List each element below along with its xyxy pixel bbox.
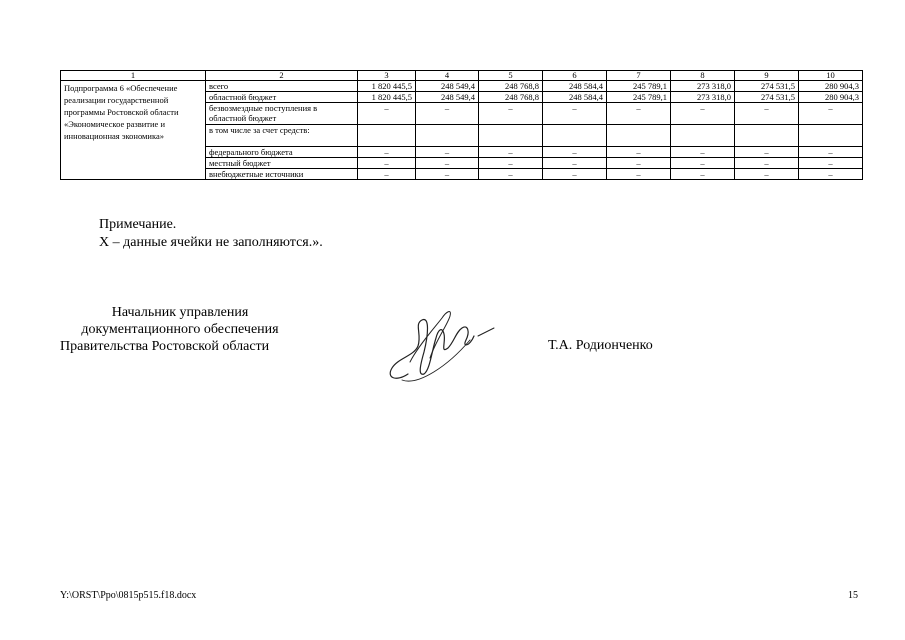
table-cell: 273 318,0 — [671, 81, 735, 92]
signatory-title-line: Правительства Ростовской области — [60, 339, 270, 354]
table-cell: – — [416, 103, 479, 125]
table-cell: – — [799, 169, 863, 180]
table-cell — [735, 125, 799, 147]
table-row — [61, 81, 863, 92]
table-cell — [543, 125, 607, 147]
table-cell: – — [358, 169, 416, 180]
table-cell: – — [479, 169, 543, 180]
row-label: внебюджетные источники — [206, 169, 358, 180]
table-cell: 274 531,5 — [735, 81, 799, 92]
table-cell: – — [799, 158, 863, 169]
table-cell: – — [799, 103, 863, 125]
table-cell: 248 549,4 — [416, 92, 479, 103]
table-cell — [799, 125, 863, 147]
table-cell — [416, 125, 479, 147]
table-cell: 248 584,4 — [543, 81, 607, 92]
table-cell — [607, 125, 671, 147]
table-cell: – — [479, 103, 543, 125]
column-header: 4 — [416, 71, 479, 81]
signatory-title-line: документационного обеспечения — [81, 322, 279, 337]
table-cell: – — [543, 158, 607, 169]
table-cell — [479, 125, 543, 147]
column-header: 3 — [358, 71, 416, 81]
table-cell: – — [799, 147, 863, 158]
column-header: 10 — [799, 71, 863, 81]
table-header-row — [61, 71, 863, 81]
signatory-title-line: Начальник управления — [111, 305, 249, 320]
table-cell: 248 768,8 — [479, 92, 543, 103]
table-cell: – — [607, 169, 671, 180]
table-cell: – — [735, 147, 799, 158]
column-header: 6 — [543, 71, 607, 81]
footer-file-path: Y:\ORST\Ppo\0815p515.f18.docx — [60, 590, 197, 601]
row-label: безвозмездные поступления в областной бюджет — [206, 103, 358, 125]
program-name-cell: Подпрограмма 6 «Обеспечение реализации государственной программы Ростовской области «Экономическое развитие и инновационная экономика» — [61, 81, 206, 180]
table-cell — [358, 125, 416, 147]
table-cell: 245 789,1 — [607, 92, 671, 103]
table-cell: – — [416, 147, 479, 158]
table-cell: – — [671, 158, 735, 169]
column-header: 5 — [479, 71, 543, 81]
table-cell: 248 549,4 — [416, 81, 479, 92]
table-cell: – — [543, 103, 607, 125]
table-cell: – — [479, 147, 543, 158]
signer-name: Т.А. Родионченко — [548, 338, 653, 353]
table-cell: – — [358, 158, 416, 169]
table-cell: – — [607, 147, 671, 158]
table-cell: 1 820 445,5 — [358, 92, 416, 103]
row-label: областной бюджет — [206, 92, 358, 103]
table-cell: – — [543, 147, 607, 158]
table-cell: 273 318,0 — [671, 92, 735, 103]
table-cell: – — [543, 169, 607, 180]
table-cell: – — [671, 103, 735, 125]
row-label: местный бюджет — [206, 158, 358, 169]
table-cell: – — [416, 169, 479, 180]
table-cell — [671, 125, 735, 147]
table-cell: – — [735, 103, 799, 125]
page-number: 15 — [848, 590, 858, 601]
table-cell: – — [671, 147, 735, 158]
column-header: 8 — [671, 71, 735, 81]
column-header: 9 — [735, 71, 799, 81]
table-cell: – — [607, 103, 671, 125]
column-header: 1 — [61, 71, 206, 81]
table-cell: 280 904,3 — [799, 92, 863, 103]
signatory-title — [60, 304, 300, 355]
handwritten-signature — [378, 296, 498, 388]
table-cell: – — [735, 169, 799, 180]
table-cell: 245 789,1 — [607, 81, 671, 92]
table-cell: 248 768,8 — [479, 81, 543, 92]
table-cell: – — [671, 169, 735, 180]
table-cell: – — [358, 147, 416, 158]
note-title: Примечание. — [99, 217, 177, 232]
table-cell: – — [607, 158, 671, 169]
table-cell: 1 820 445,5 — [358, 81, 416, 92]
table-cell: – — [479, 158, 543, 169]
table-cell: 274 531,5 — [735, 92, 799, 103]
row-label: федерального бюджета — [206, 147, 358, 158]
table-cell: – — [735, 158, 799, 169]
note-text: Х – данные ячейки не заполняются.». — [99, 235, 323, 250]
budget-table — [60, 70, 863, 180]
table-cell: – — [358, 103, 416, 125]
row-label: всего — [206, 81, 358, 92]
table-cell: 280 904,3 — [799, 81, 863, 92]
note-block — [99, 216, 323, 252]
table-cell: 248 584,4 — [543, 92, 607, 103]
column-header: 7 — [607, 71, 671, 81]
column-header: 2 — [206, 71, 358, 81]
row-label: в том числе за счет средств: — [206, 125, 358, 147]
table-cell: – — [416, 158, 479, 169]
